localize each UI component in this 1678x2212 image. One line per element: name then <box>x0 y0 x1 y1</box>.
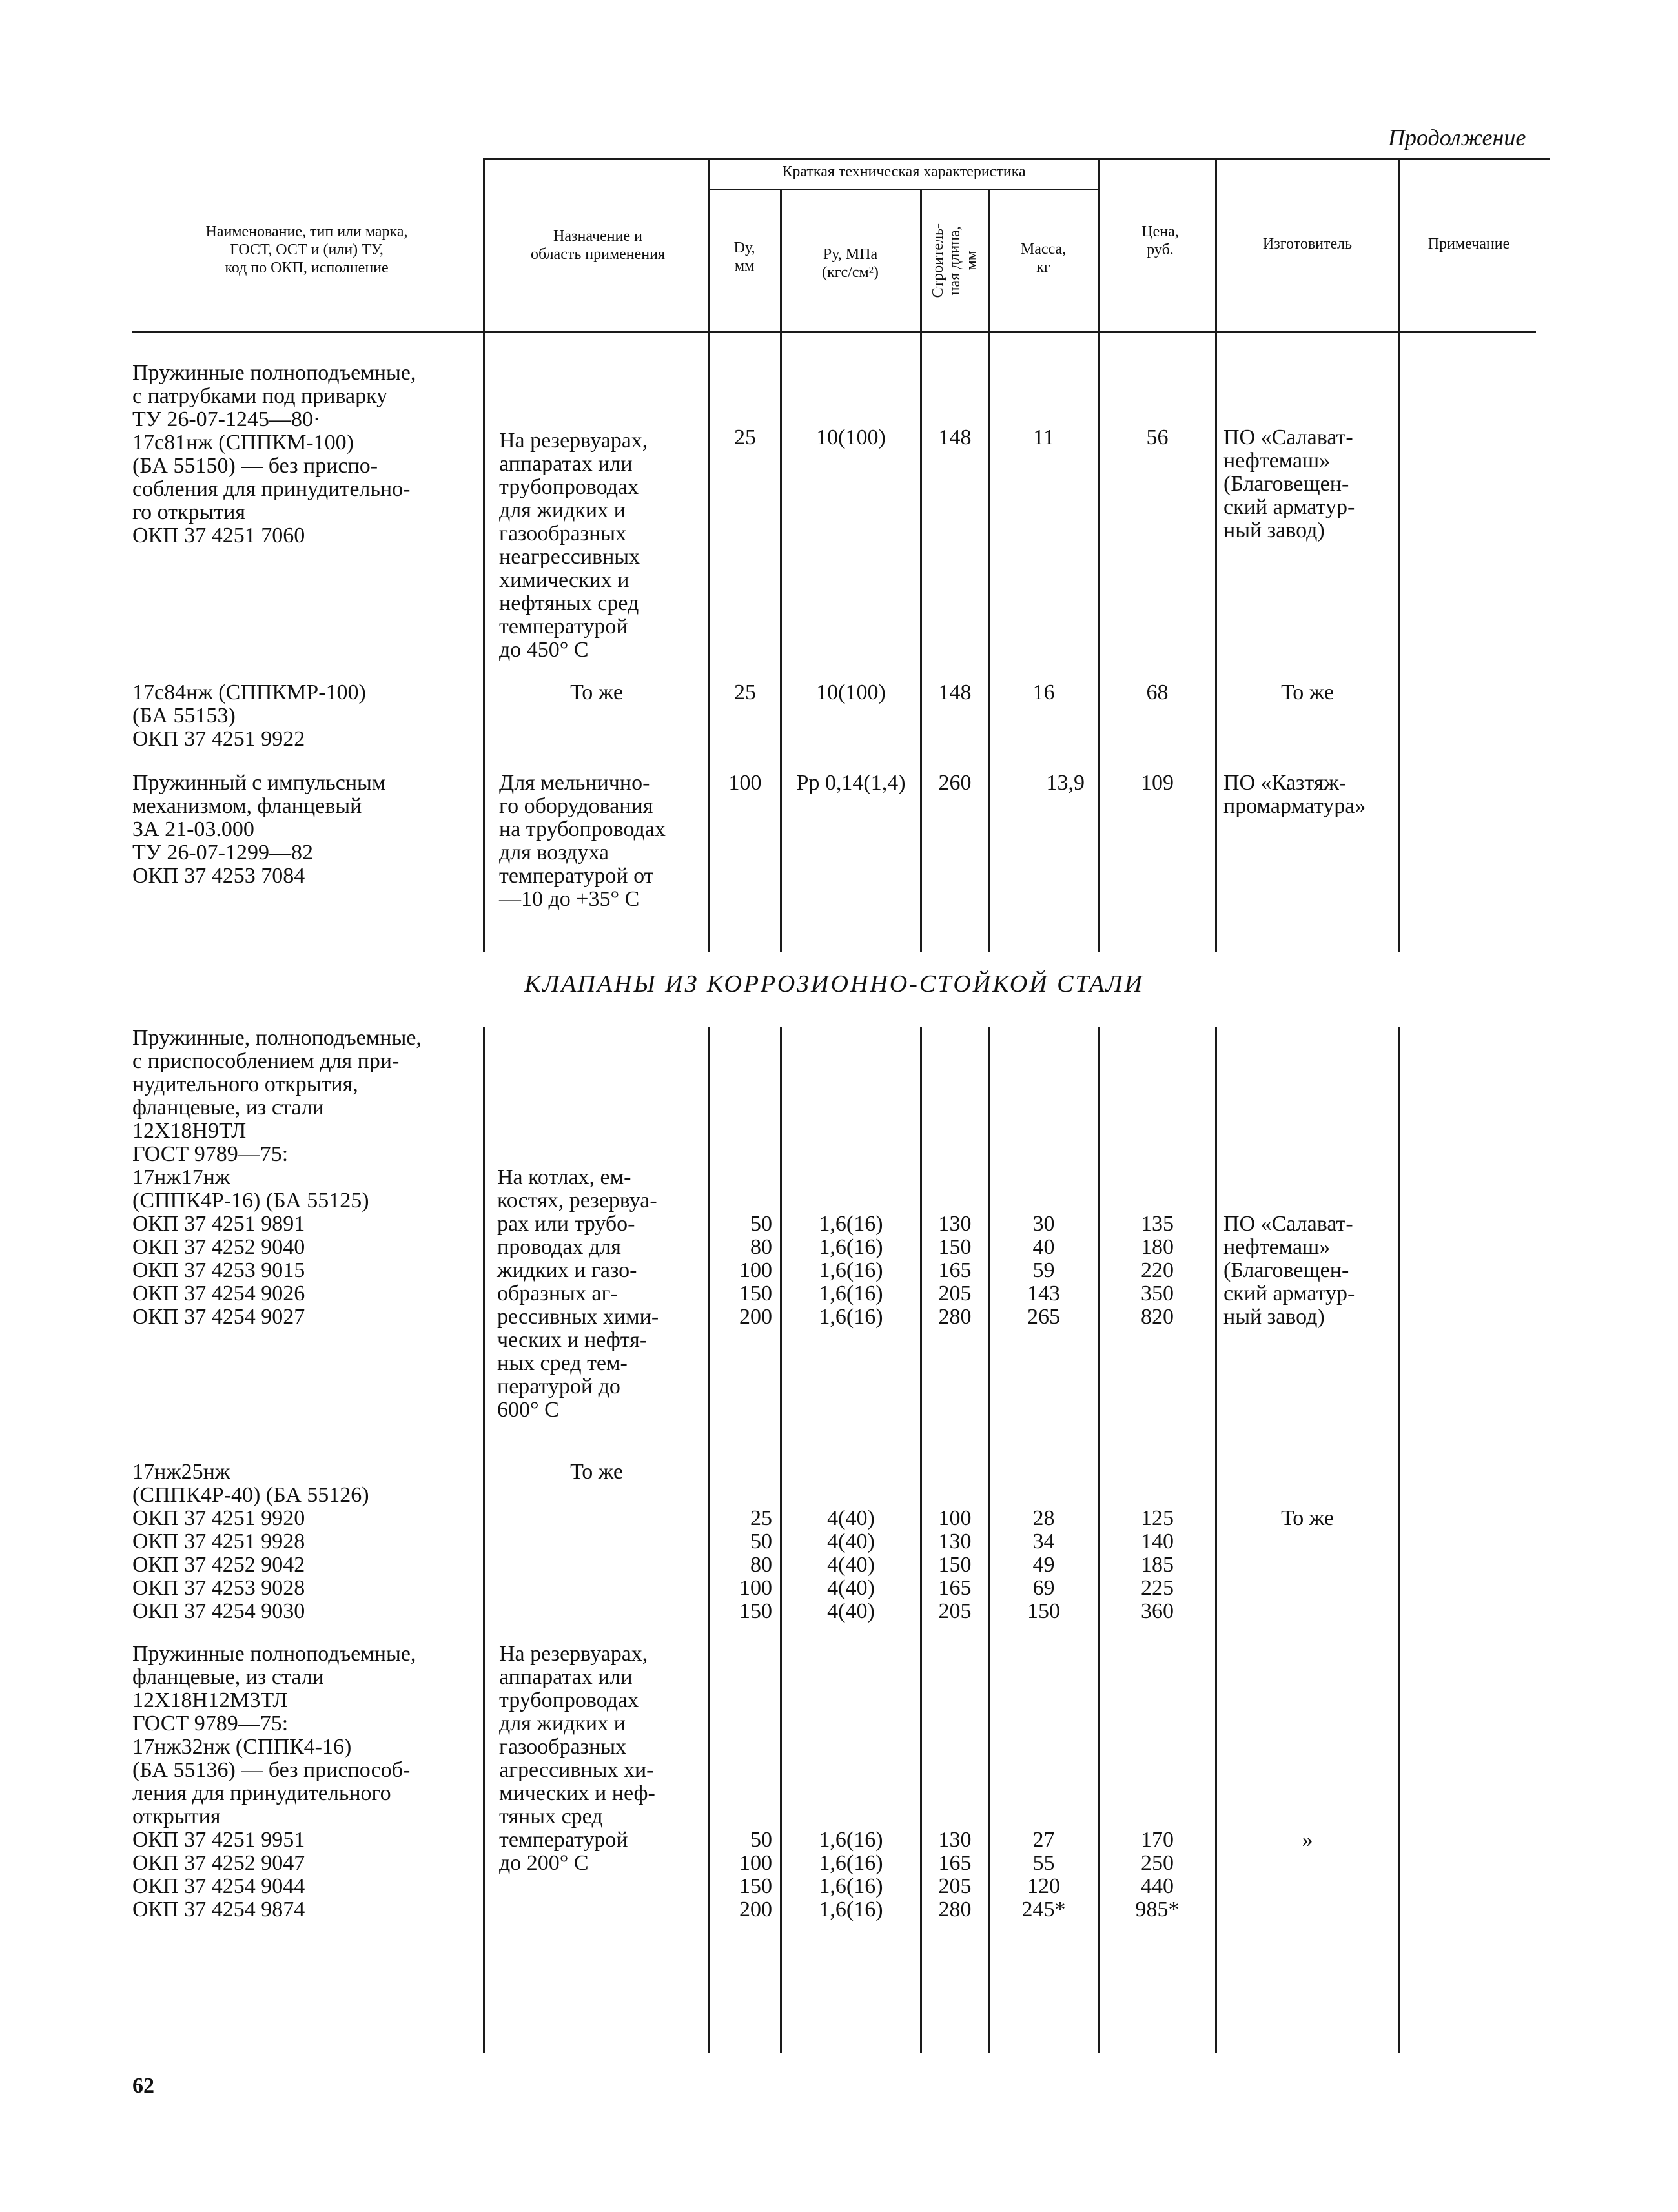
col-rule-8 <box>1398 158 1400 952</box>
row6-dn: 50 100 150 200 <box>739 1828 772 1921</box>
tech-group-rule <box>710 189 1098 190</box>
row4-pn: 1,6(16) 1,6(16) 1,6(16) 1,6(16) 1,6(16) <box>819 1212 883 1329</box>
col-rule-7 <box>1215 158 1217 952</box>
row2-maker: То же <box>1281 681 1334 704</box>
row4-length: 130 150 165 205 280 <box>938 1212 972 1329</box>
row5-price: 125 140 185 225 360 <box>1141 1506 1174 1623</box>
header-length-cell <box>922 194 988 328</box>
header-name-column: Наименование, тип или марка, ГОСТ, ОСТ и (или) ТУ, код по ОКП, исполнение <box>205 223 408 276</box>
row4-okp: ОКП 37 4251 9891 ОКП 37 4252 9040 ОКП 37 4253 9015 ОКП 37 4254 9026 ОКП 37 4254 9027 <box>132 1212 305 1329</box>
header-pn-column: Pу, МПа (кгс/см²) <box>822 246 879 281</box>
row3-maker: ПО «Казтяж- промарматура» <box>1223 771 1366 818</box>
col-rule-8b <box>1398 1027 1400 2053</box>
row6-maker: » <box>1302 1828 1313 1852</box>
col-rule-7b <box>1215 1027 1217 2053</box>
row1-length: 148 <box>938 425 972 449</box>
continuation-label: Продолжение <box>1388 125 1526 150</box>
row2-pn: 10(100) <box>816 681 886 704</box>
row2-mass: 16 <box>1032 681 1055 704</box>
row5-pn: 4(40) 4(40) 4(40) 4(40) 4(40) <box>827 1506 875 1623</box>
row6-mass: 27 55 120 245* <box>1021 1828 1066 1921</box>
header-note-column: Примечание <box>1427 236 1510 252</box>
row3-mass: 13,9 <box>1046 771 1085 795</box>
row1-pn: 10(100) <box>816 425 886 449</box>
row1-maker: ПО «Салават- нефтемаш» (Благовещен- ский арматур- ный завод) <box>1223 425 1355 542</box>
col-rule-6 <box>1098 158 1100 952</box>
header-maker-column: Изготовитель <box>1262 236 1353 252</box>
row2-dn: 25 <box>734 681 756 704</box>
header-bottom-rule <box>132 331 1536 333</box>
row4-price: 135 180 220 350 820 <box>1141 1212 1174 1329</box>
row5-purpose: То же <box>570 1460 623 1484</box>
row1-name: Пружинные полноподъемные, с патрубками под приварку ТУ 26-07-1245—80· 17с81нж (СППКМ-100) (БА 55150) — без приспо- собления для принудительно- го открытия ОКП 37 4251 7060 <box>132 361 416 548</box>
row1-dn: 25 <box>734 425 756 449</box>
row5-okp: ОКП 37 4251 9920 ОКП 37 4251 9928 ОКП 37 4252 9042 ОКП 37 4253 9028 ОКП 37 4254 9030 <box>132 1506 305 1623</box>
row4-dn: 50 80 100 150 200 <box>739 1212 772 1329</box>
header-price-column: Цена, руб. <box>1141 223 1179 258</box>
col-rule-1b <box>483 1027 485 2053</box>
header-purpose-column: Назначение и область применения <box>530 228 666 263</box>
row3-name: Пружинный с импульсным механизмом, фланцевый ЗА 21-03.000 ТУ 26-07-1299—82 ОКП 37 4253 7084 <box>132 771 386 888</box>
row4-purpose: На котлах, ем- костях, резервуа- рах или трубо- проводах для жидких и газо- образных аг- рессивных хими- ческих и нефтя- ных сред тем- пературой до 600° С <box>497 1165 659 1422</box>
row3-length: 260 <box>938 771 972 795</box>
row6-okp: ОКП 37 4251 9951 ОКП 37 4252 9047 ОКП 37 4254 9044 ОКП 37 4254 9874 <box>132 1828 305 1921</box>
row4-mass: 30 40 59 143 265 <box>1027 1212 1060 1329</box>
row1-purpose: На резервуарах, аппаратах или трубопроводах для жидких и газообразных неагрессивных химических и нефтяных сред температурой до 450° С <box>499 429 648 662</box>
row3-pn: Pр 0,14(1,4) <box>796 771 906 795</box>
row6-length: 130 165 205 280 <box>938 1828 972 1921</box>
col-rule-2 <box>708 158 710 952</box>
page-number: 62 <box>132 2074 154 2098</box>
row4-maker: ПО «Салават- нефтемаш» (Благовещен- ский арматур- ный завод) <box>1223 1212 1355 1329</box>
row3-dn: 100 <box>728 771 762 795</box>
header-mass-column: Масса, кг <box>1020 241 1067 276</box>
row2-purpose: То же <box>570 681 623 704</box>
row5-name-intro: 17нж25нж (СППК4Р-40) (БА 55126) <box>132 1460 369 1507</box>
row1-price: 56 <box>1146 425 1169 449</box>
header-tech-group: Краткая техническая характеристика <box>782 163 1026 180</box>
row5-mass: 28 34 49 69 150 <box>1027 1506 1060 1623</box>
row3-price: 109 <box>1141 771 1174 795</box>
row4-name-intro: Пружинные, полноподъемные, с приспособлением для при- нудительного открытия, фланцевые, из стали 12Х18Н9ТЛ ГОСТ 9789—75: 17нж17нж (СППК4Р-16) (БА 55125) <box>132 1026 422 1213</box>
header-dn-column: Dу, мм <box>733 240 755 274</box>
row6-purpose: На резервуарах, аппаратах или трубопроводах для жидких и газообразных агрессивных хи- мических и неф- тяных сред температурой до 200° С <box>499 1642 655 1875</box>
row5-length: 100 130 150 165 205 <box>938 1506 972 1623</box>
header-length-column: Строитель- ная длина, мм <box>930 223 980 298</box>
row6-price: 170 250 440 985* <box>1135 1828 1180 1921</box>
col-rule-3 <box>780 189 782 952</box>
row2-length: 148 <box>938 681 972 704</box>
col-rule-1 <box>483 158 485 952</box>
col-rule-5 <box>988 189 990 952</box>
row3-purpose: Для мельнично- го оборудования на трубопроводах для воздуха температурой от —10 до +35° С <box>499 771 666 911</box>
row5-dn: 25 50 80 100 150 <box>739 1506 772 1623</box>
row1-mass: 11 <box>1033 425 1054 449</box>
row6-pn: 1,6(16) 1,6(16) 1,6(16) 1,6(16) <box>819 1828 883 1921</box>
row2-name: 17с84нж (СППКМР-100) (БА 55153) ОКП 37 4251 9922 <box>132 681 366 751</box>
row6-name-intro: Пружинные полноподъемные, фланцевые, из стали 12Х18Н12М3ТЛ ГОСТ 9789—75: 17нж32нж (СППК4-16) (БА 55136) — без приспособ- ления для принудительного открытия <box>132 1642 416 1828</box>
row5-maker: То же <box>1281 1506 1334 1530</box>
section-title: КЛАПАНЫ ИЗ КОРРОЗИОННО-СТОЙКОЙ СТАЛИ <box>524 970 1144 998</box>
row2-price: 68 <box>1146 681 1169 704</box>
header-top-rule <box>484 158 1550 160</box>
col-rule-4 <box>920 189 922 952</box>
